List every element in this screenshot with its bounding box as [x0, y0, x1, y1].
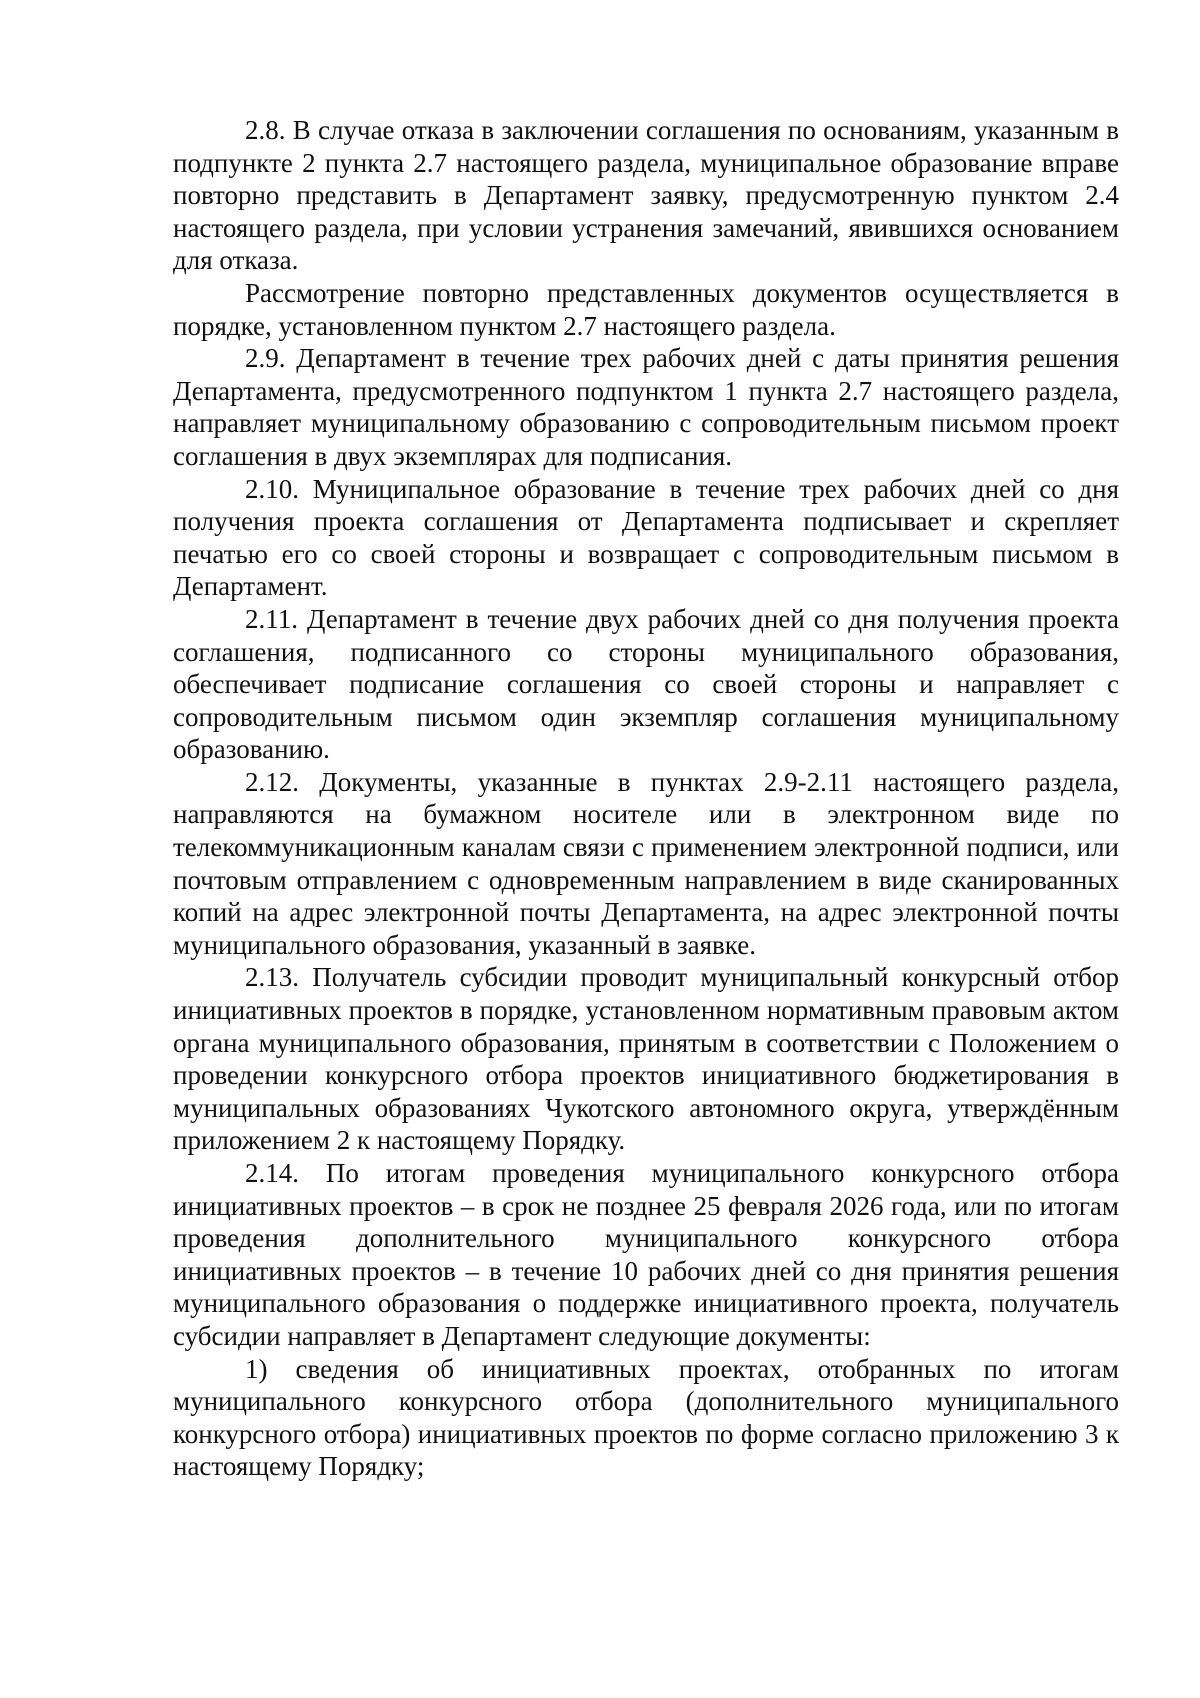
paragraph-reconsideration: Рассмотрение повторно представленных документов осуществляется в порядке, установленном пунктом 2.7 настоящего раздела. [173, 277, 1119, 341]
document-body [173, 114, 1119, 1483]
paragraph-2-8: 2.8. В случае отказа в заключении соглашения по основаниям, указанным в подпункте 2 пункта 2.7 настоящего раздела, муниципальное образование вправе повторно представить в Департамент заявку, предусмотренную пунктом 2.4 настоящего раздела, при условии устранения замечаний, явившихся основанием для отказа. [173, 115, 1119, 276]
paragraph-item-1: 1) сведения об инициативных проектах, отобранных по итогам муниципального конкурсного отбора (дополнительного муниципального конкурсного отбора) инициативных проектов по форме согласно приложению 3 к настоящему Порядку; [173, 1353, 1119, 1482]
paragraph-2-12: 2.12. Документы, указанные в пунктах 2.9-2.11 настоящего раздела, направляются на бумажном носителе или в электронном виде по телекоммуникационным каналам связи с применением электронной подписи, или почтовым отправлением с одновременным направлением в виде сканированных копий на адрес электронной почты Департамента, на адрес электронной почты муниципального образования, указанный в заявке. [173, 766, 1119, 960]
paragraph-2-13: 2.13. Получатель субсидии проводит муниципальный конкурсный отбор инициативных проектов в порядке, установленном нормативным правовым актом органа муниципального образования, принятым в соответствии с Положением о проведении конкурсного отбора проектов инициативного бюджетирования в муниципальных образованиях Чукотского автономного округа, утверждённым приложением 2 к настоящему Порядку. [173, 962, 1119, 1156]
paragraph-2-14: 2.14. По итогам проведения муниципального конкурсного отбора инициативных проектов – в срок не позднее 25 февраля 2026 года, или по итогам проведения дополнительного муниципального конкурсного отбора инициативных проектов – в течение 10 рабочих дней со дня принятия решения муниципального образования о поддержке инициативного проекта, получатель субсидии направляет в Департамент следующие документы: [173, 1158, 1119, 1351]
paragraph-2-11: 2.11. Департамент в течение двух рабочих дней со дня получения проекта соглашения, подписанного со стороны муниципального образования, обеспечивает подписание соглашения со своей стороны и направляет с сопроводительным письмом один экземпляр соглашения муниципальному образованию. [173, 603, 1119, 765]
paragraph-2-10: 2.10. Муниципальное образование в течение трех рабочих дней со дня получения проекта соглашения от Департамента подписывает и скрепляет печатью его со своей стороны и возвращает с сопроводительным письмом в Департамент. [173, 473, 1119, 602]
paragraph-2-9: 2.9. Департамент в течение трех рабочих дней с даты принятия решения Департамента, предусмотренного подпунктом 1 пункта 2.7 настоящего раздела, направляет муниципальному образованию с сопроводительным письмом проект соглашения в двух экземплярах для подписания. [173, 343, 1119, 471]
